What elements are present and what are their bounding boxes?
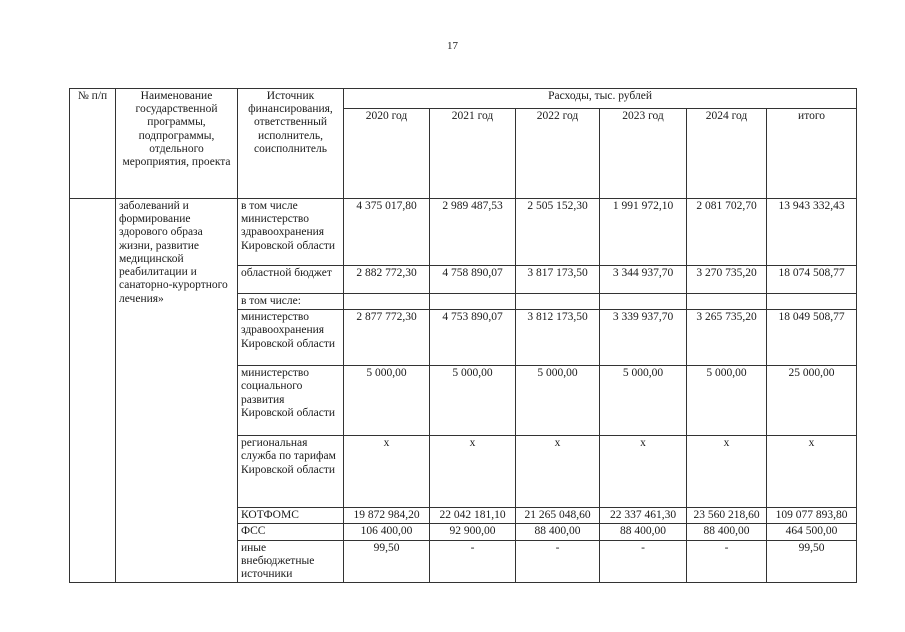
source-cell: в том числе: [238, 294, 344, 310]
value-cell: - [516, 540, 600, 583]
total-cell: 18 074 508,77 [767, 266, 857, 294]
total-cell [767, 294, 857, 310]
value-cell: 3 344 937,70 [600, 266, 687, 294]
source-cell: региональная служба по тарифам Кировской области [238, 436, 344, 508]
value-cell: 21 265 048,60 [516, 508, 600, 524]
budget-table [69, 88, 857, 583]
value-cell: 22 337 461,30 [600, 508, 687, 524]
value-cell [344, 294, 430, 310]
value-cell: - [687, 540, 767, 583]
header-source: Источник финансирования, ответственный исполнитель, соисполнитель [238, 89, 344, 199]
value-cell: 2 989 487,53 [430, 199, 516, 266]
value-cell: - [430, 540, 516, 583]
header-year: 2023 год [600, 109, 687, 199]
value-cell: 5 000,00 [600, 366, 687, 436]
total-cell: 99,50 [767, 540, 857, 583]
source-cell: КОТФОМС [238, 508, 344, 524]
value-cell: х [687, 436, 767, 508]
value-cell: 4 753 890,07 [430, 310, 516, 366]
value-cell: 2 081 702,70 [687, 199, 767, 266]
value-cell [600, 294, 687, 310]
value-cell: 2 877 772,30 [344, 310, 430, 366]
value-cell: 4 375 017,80 [344, 199, 430, 266]
row-number-cell [70, 199, 116, 583]
value-cell: 19 872 984,20 [344, 508, 430, 524]
table-row [70, 199, 857, 266]
value-cell: 3 812 173,50 [516, 310, 600, 366]
value-cell: х [344, 436, 430, 508]
value-cell: 5 000,00 [430, 366, 516, 436]
total-cell: 25 000,00 [767, 366, 857, 436]
value-cell: 5 000,00 [516, 366, 600, 436]
total-cell: 13 943 332,43 [767, 199, 857, 266]
source-cell: иные внебюджетные источники [238, 540, 344, 583]
total-cell: 464 500,00 [767, 524, 857, 540]
total-cell: х [767, 436, 857, 508]
value-cell: 1 991 972,10 [600, 199, 687, 266]
header-number: № п/п [70, 89, 116, 199]
value-cell: 88 400,00 [687, 524, 767, 540]
value-cell: 99,50 [344, 540, 430, 583]
value-cell: 88 400,00 [600, 524, 687, 540]
source-cell: ФСС [238, 524, 344, 540]
value-cell: 92 900,00 [430, 524, 516, 540]
value-cell: 23 560 218,60 [687, 508, 767, 524]
source-cell: в том числе министерство здравоохранения Кировской области [238, 199, 344, 266]
header-year: 2024 год [687, 109, 767, 199]
value-cell: 22 042 181,10 [430, 508, 516, 524]
value-cell: 5 000,00 [344, 366, 430, 436]
value-cell: х [430, 436, 516, 508]
value-cell [687, 294, 767, 310]
source-cell: министерство социального развития Кировской области [238, 366, 344, 436]
value-cell [516, 294, 600, 310]
item-name: заболеваний и формирование здорового образа жизни, развитие медицинской реабилитации и санаторно-курортного лечения» [116, 199, 238, 583]
header-year: 2022 год [516, 109, 600, 199]
source-cell: областной бюджет [238, 266, 344, 294]
value-cell: 5 000,00 [687, 366, 767, 436]
value-cell: х [600, 436, 687, 508]
value-cell: 2 882 772,30 [344, 266, 430, 294]
value-cell: 3 817 173,50 [516, 266, 600, 294]
source-cell: министерство здравоохранения Кировской области [238, 310, 344, 366]
page-number: 17 [447, 40, 458, 52]
total-cell: 109 077 893,80 [767, 508, 857, 524]
value-cell: 106 400,00 [344, 524, 430, 540]
value-cell: 2 505 152,30 [516, 199, 600, 266]
value-cell: х [516, 436, 600, 508]
value-cell [430, 294, 516, 310]
header-name: Наименование государственной программы, подпрограммы, отдельного мероприятия, проекта [116, 89, 238, 199]
value-cell: 88 400,00 [516, 524, 600, 540]
header-year: 2020 год [344, 109, 430, 199]
value-cell: 3 339 937,70 [600, 310, 687, 366]
header-total: итого [767, 109, 857, 199]
header-year: 2021 год [430, 109, 516, 199]
total-cell: 18 049 508,77 [767, 310, 857, 366]
value-cell: - [600, 540, 687, 583]
value-cell: 3 265 735,20 [687, 310, 767, 366]
value-cell: 4 758 890,07 [430, 266, 516, 294]
value-cell: 3 270 735,20 [687, 266, 767, 294]
header-expenses: Расходы, тыс. рублей [344, 89, 857, 109]
